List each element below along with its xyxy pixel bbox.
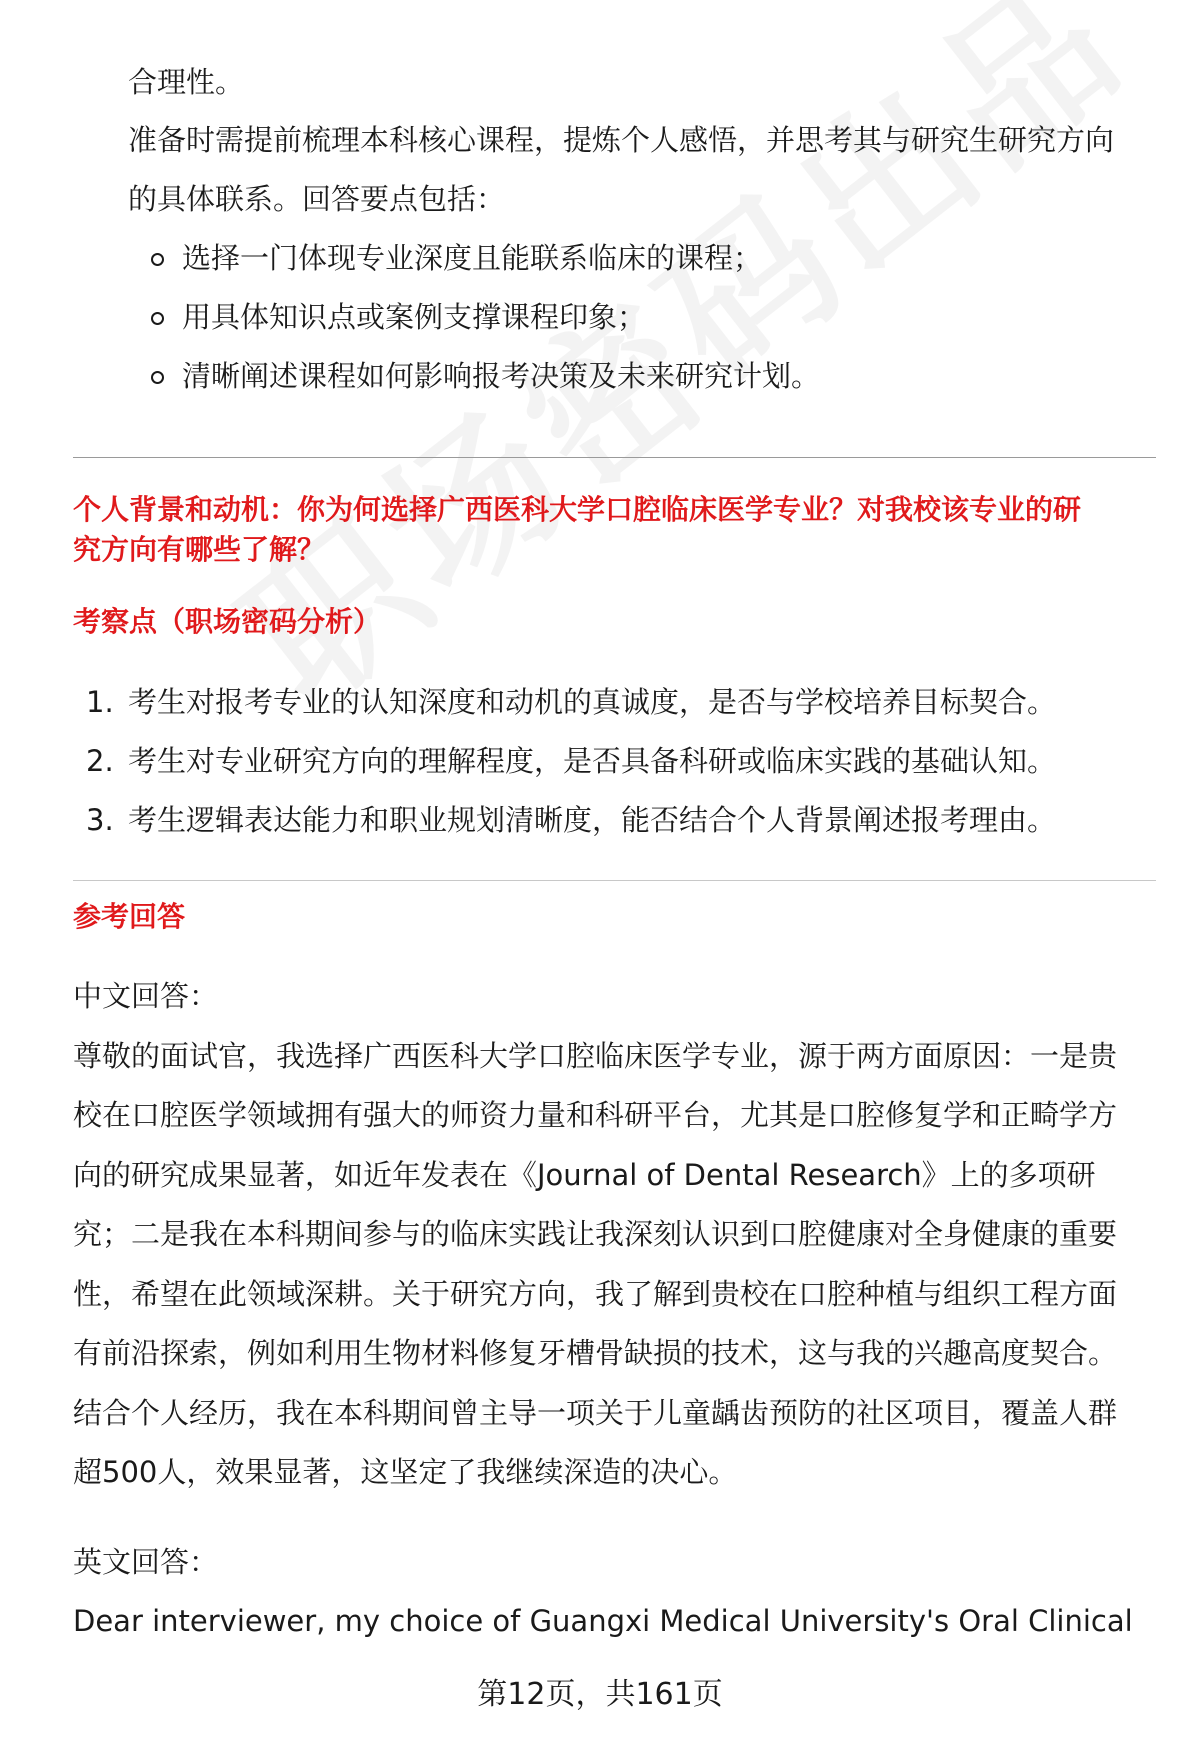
- bullet-circle-icon: [151, 312, 164, 325]
- section-divider: [73, 880, 1156, 881]
- answer-line: 有前沿探索，例如利用生物材料修复牙槽骨缺损的技术，这与我的兴趣高度契合。: [73, 1336, 1118, 1370]
- assessment-item: 考生逻辑表达能力和职业规划清晰度，能否结合个人背景阐述报考理由。: [128, 803, 1057, 837]
- question-heading-line-2: 究方向有哪些了解？: [73, 533, 326, 566]
- answer-line: 超500人，效果显著，这坚定了我继续深造的决心。: [73, 1455, 738, 1489]
- question-heading-line-1: 个人背景和动机：你为何选择广西医科大学口腔临床医学专业？对我校该专业的研: [73, 493, 1082, 526]
- list-number: 2.: [86, 744, 114, 778]
- assessment-heading: 考察点（职场密码分析）: [73, 605, 382, 638]
- prep-line-1: 准备时需提前梳理本科核心课程，提炼个人感悟，并思考其与研究生研究方向: [128, 123, 1115, 157]
- list-number: 1.: [86, 685, 114, 719]
- answer-line: 结合个人经历，我在本科期间曾主导一项关于儿童龋齿预防的社区项目，覆盖人群: [73, 1396, 1118, 1430]
- assessment-item: 考生对报考专业的认知深度和动机的真诚度，是否与学校培养目标契合。: [128, 685, 1057, 719]
- answer-line: 性，希望在此领域深耕。关于研究方向，我了解到贵校在口腔种植与组织工程方面: [73, 1277, 1118, 1311]
- page-number-footer: 第12页，共161页: [477, 1677, 723, 1712]
- english-answer-label: 英文回答：: [73, 1545, 219, 1579]
- bullet-circle-icon: [151, 371, 164, 384]
- bullet-item: 选择一门体现专业深度且能联系临床的课程；: [182, 241, 763, 275]
- answer-line: 尊敬的面试官，我选择广西医科大学口腔临床医学专业，源于两方面原因：一是贵: [73, 1039, 1118, 1073]
- bullet-item: 清晰阐述课程如何影响报考决策及未来研究计划。: [182, 359, 821, 393]
- assessment-item: 考生对专业研究方向的理解程度，是否具备科研或临床实践的基础认知。: [128, 744, 1057, 778]
- answer-line: 向的研究成果显著，如近年发表在《Journal of Dental Research》上的多项研: [73, 1158, 1096, 1192]
- english-answer-line: Dear interviewer, my choice of Guangxi Medical University's Oral Clinical: [73, 1604, 1133, 1638]
- continuation-text: 合理性。: [128, 65, 245, 99]
- prep-line-2: 的具体联系。回答要点包括：: [128, 182, 506, 216]
- list-number: 3.: [86, 803, 114, 837]
- bullet-circle-icon: [151, 253, 164, 266]
- answer-line: 校在口腔医学领域拥有强大的师资力量和科研平台，尤其是口腔修复学和正畸学方: [73, 1098, 1118, 1132]
- reference-heading: 参考回答: [73, 900, 186, 933]
- chinese-answer-label: 中文回答：: [73, 979, 219, 1013]
- bullet-item: 用具体知识点或案例支撑课程印象；: [182, 300, 647, 334]
- answer-line: 究；二是我在本科期间参与的临床实践让我深刻认识到口腔健康对全身健康的重要: [73, 1217, 1118, 1251]
- section-divider: [73, 457, 1156, 458]
